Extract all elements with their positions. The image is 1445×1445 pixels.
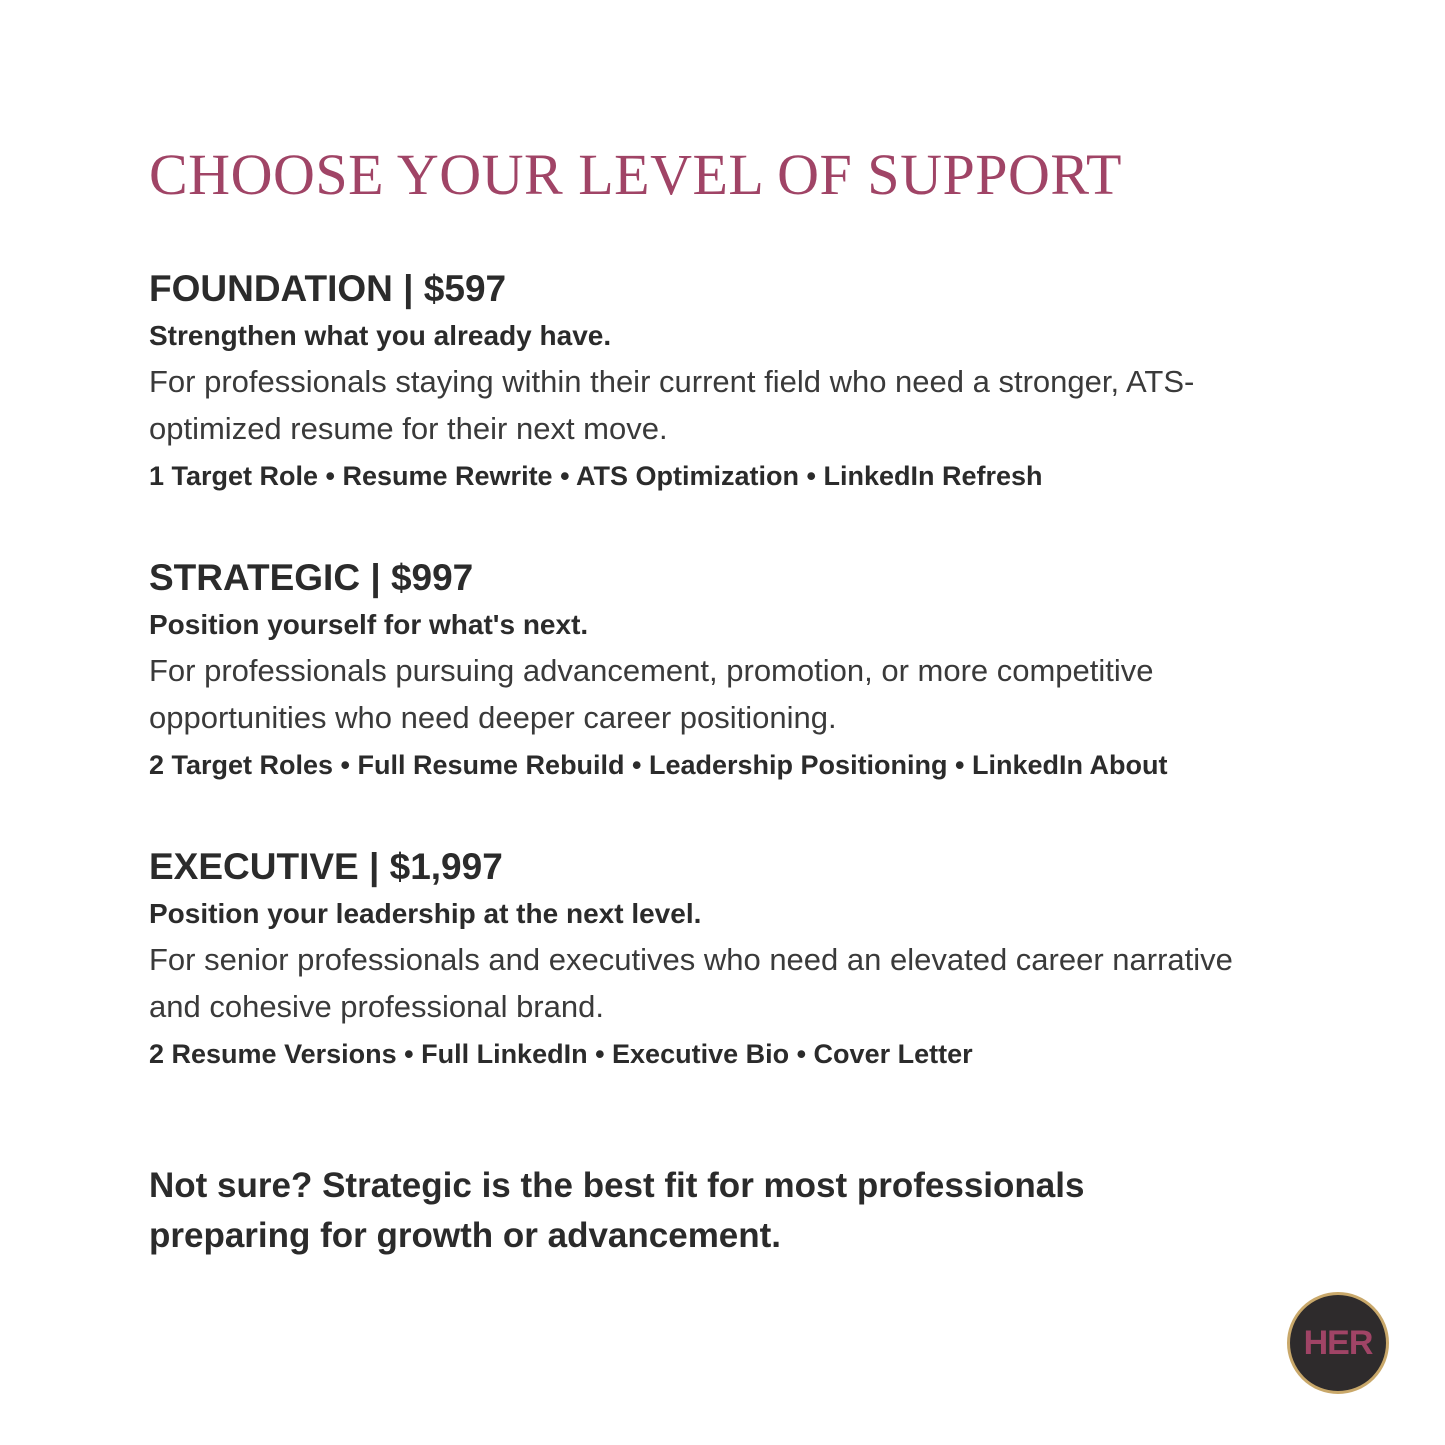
tier-description: For professionals staying within their current field who need a stronger, ATS-optimized resume for their next move. [149,364,1195,446]
tier-heading: FOUNDATION | $597 [149,268,507,309]
logo-text: HER [1303,1323,1373,1362]
brand-logo [1287,1292,1389,1394]
tier-features: 2 Target Roles • Full Resume Rebuild • Leadership Positioning • LinkedIn About [149,750,1168,780]
tier-features: 1 Target Role • Resume Rewrite • ATS Optimization • LinkedIn Refresh [149,461,1043,491]
tier-tagline: Strengthen what you already have. [149,320,612,351]
page-title: CHOOSE YOUR LEVEL OF SUPPORT [149,142,1122,207]
tier-description: For professionals pursuing advancement, promotion, or more competitive opportunities who need deeper career positioning. [149,653,1154,735]
tier-features: 2 Resume Versions • Full LinkedIn • Executive Bio • Cover Letter [149,1039,973,1069]
tier-foundation [149,266,1249,497]
tier-heading: STRATEGIC | $997 [149,557,474,598]
pricing-page [149,140,1249,1261]
tier-description: For senior professionals and executives who need an elevated career narrative and cohesive professional brand. [149,942,1233,1024]
tier-tagline: Position yourself for what's next. [149,609,589,640]
tier-heading: EXECUTIVE | $1,997 [149,846,503,887]
tier-executive [149,844,1249,1075]
recommendation-note: Not sure? Strategic is the best fit for most professionals preparing for growth or advancement. [149,1166,1085,1255]
tier-tagline: Position your leadership at the next level. [149,898,702,929]
tier-strategic [149,555,1249,786]
